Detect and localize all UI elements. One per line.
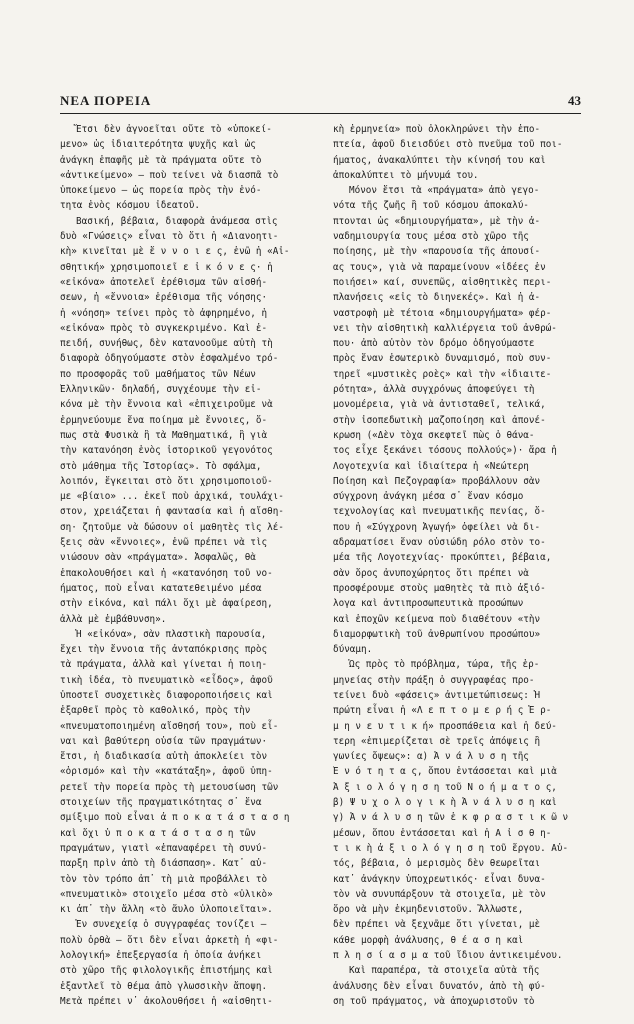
text-line: Μετὰ πρέπει ν᾽ ἀκολουθήσει ἡ «αἰσθητι- xyxy=(60,995,273,1007)
text-line: πο προσφορᾶς τοῦ μαθήματος τῶν Νέων xyxy=(60,368,256,380)
text-line: ἔτσι, ἡ διαδικασία αὐτὴ ἀποκλείει τὸν xyxy=(60,751,268,763)
text-line: ξεις σὰν «ἔννοιες», ἐνῶ πρέπει νὰ τὶς xyxy=(60,537,268,549)
text-line: νιώσουν σὰν «πράγματα». Ἀσφαλῶς, θὰ xyxy=(60,552,256,564)
text-line: σμίξιμο ποὺ εἶναι ἀ π ο κ α τ ά σ τ α σ η xyxy=(60,812,290,824)
text-line: ὅρο νὰ μὴν ἐκμηδενιστοῦν. Ἄλλωστε, xyxy=(333,904,524,916)
text-line: κι ἀπ᾽ τὴν ἄλλη «τὸ ἄυλο ὑλοποιεῖται». xyxy=(60,904,273,916)
text-line: Βασική, βέβαια, διαφορὰ ἀνάμεσα στὶς xyxy=(76,215,278,227)
text-line: καὶ ἐποχῶν κείμενα ποὺ διαθέτουν «τὴν xyxy=(333,613,541,625)
text-line: γωνίες ὄψεως»: α) Ἀ ν ά λ υ σ η τῆς xyxy=(333,751,529,763)
text-line: ρετεῖ τὴν πορεία πρὸς τὴ μετουσίωση τῶν xyxy=(60,781,279,793)
text-line: πλανήσεις «εἰς τὸ διηνεκές». Καὶ ἡ ἀ- xyxy=(333,292,541,304)
text-line: Ἡ «εἰκόνα», σὰν πλαστικὴ παρουσία, xyxy=(76,628,267,640)
text-line: μενο» ὡς ἰδιαιτερότητα ψυχῆς καὶ ὡς xyxy=(60,139,256,151)
text-line: ἀνάγκη ἐπαφῆς μὲ τὰ πράγματα οὔτε τὸ xyxy=(60,154,262,166)
text-line: ποίησης, μὲ τὴν «παρουσία τῆς ἀπουσί- xyxy=(333,246,541,258)
text-line: τὰ πράγματα, ἀλλὰ καὶ γίνεται ἡ ποιη- xyxy=(60,659,268,671)
text-line: ὑποκείμενο — ὡς πορεία πρὸς τὴν ἑνό- xyxy=(60,185,262,197)
text-line: ναι καὶ βαθύτερη οὐσία τῶν πραγμάτων· xyxy=(60,735,268,747)
text-line: Ἀ ξ ι ο λ ό γ η σ η τοῦ Ν ο ή μ α τ ο ς, xyxy=(333,781,557,793)
text-line: λογα καὶ ἀντιπροσωπευτικὰ προσώπων xyxy=(333,598,524,610)
text-line: Μόνον ἔτσι τὰ «πράγματα» ἀπὸ γεγο- xyxy=(349,185,540,197)
text-line: Καὶ παραπέρα, τὰ στοιχεῖα αὐτὰ τῆς xyxy=(349,965,540,977)
text-line: λολογική» ἐπεξεργασία ἡ ὁποία ἀνήκει xyxy=(60,950,262,962)
text-line: δύναμη. xyxy=(333,644,373,656)
text-line: στὴν εἰκόνα, καὶ πάλι ὅχι μὲ ἀφαίρεση, xyxy=(60,598,273,610)
text-line: σεων, ἡ «ἔννοια» ἐρέθισμα τῆς νόησης· xyxy=(60,292,268,304)
text-line: ναδημιουργία τους μέσα στὸ χῶρο τῆς xyxy=(333,231,529,243)
text-line: παρξη πρὶν ἀπὸ τὴ διάσπαση». Κατ᾽ αὐ- xyxy=(60,858,268,870)
header-rule xyxy=(60,113,581,114)
text-line: τείνει δυὸ «φάσεις» ἀντιμετώπισεως: Ἡ xyxy=(333,689,541,701)
text-line: στον, χρειάζεται ἡ φαντασία καὶ ἡ αἴσθη- xyxy=(60,506,284,518)
text-line: ρότητα», ἀλλὰ συγχρόνως ἀποφεύγει τὴ xyxy=(333,384,535,396)
text-line: τικὴ ἰδέα, τὸ πνευματικὸ «εἶδος», ἀφοῦ xyxy=(60,674,273,686)
text-line: πως στὰ Φυσικὰ ἢ τὰ Μαθηματικά, ἢ γιὰ xyxy=(60,429,268,441)
text-line: ήματος, ποὺ εἶναι κατατεθειμένο μέσα xyxy=(60,582,262,594)
text-line: «ὁρισμό» καὶ τὴν «κατάταξη», ἀφοῦ ὑπη- xyxy=(60,766,273,778)
text-line: πτεία, ἀφοῦ διεισδύει στὸ πνεῦμα τοῦ ποι- xyxy=(333,139,563,151)
text-line: β) Ψ υ χ ο λ ο γ ι κ ὴ Ἀ ν ά λ υ σ η καὶ xyxy=(333,797,557,809)
text-line: ας τους», γιὰ νὰ παραμείνουν «ἰδέες ἐν xyxy=(333,261,546,273)
text-line: «εἰκόνα» πρὸς τὸ συγκεκριμένο. Καὶ ἐ- xyxy=(60,322,268,334)
journal-title: ΝΕΑ ΠΟΡΕΙΑ xyxy=(60,93,152,108)
text-line: ὑποστεῖ συσχετικὲς διαφοροποιήσεις καὶ xyxy=(60,689,273,701)
text-line: τὴν κατανόηση ἑνὸς ἱστορικοῦ γεγονότος xyxy=(60,445,273,457)
text-line: «ἀντικείμενο» — ποὺ τείνει νὰ διασπᾶ τὸ xyxy=(60,169,279,181)
text-line: στὸ μάθημα τῆς Ἱστορίας». Τὸ σφάλμα, xyxy=(60,460,262,472)
text-line: μέσων, ὅπου ἐντάσσεται καὶ ἡ Α ἰ σ θ η- xyxy=(333,827,552,839)
text-line: ἐξαντλεῖ τὸ θέμα ἀπὸ γλωσσικὴν ἄποψη. xyxy=(60,980,268,992)
text-line: ἀνάλυσης δὲν εἶναι δυνατόν, ἀπὸ τὴ φύ- xyxy=(333,980,546,992)
text-line: κρωση («Δὲν τὸχα σκεφτεῖ πὼς ὁ θάνα- xyxy=(333,429,535,441)
text-line: μέα τῆς Λογοτεχνίας· προκύπτει, βέβαια, xyxy=(333,552,552,564)
text-line: πραγμάτων, γιατὶ «ἐπαναφέρει τὴ συνύ- xyxy=(60,842,268,854)
text-line: ση· ζητοῦμε νὰ δώσουν οἱ μαθητὲς τὶς λέ- xyxy=(60,521,284,533)
text-line: κάθε μορφὴ ἀνάλυσης, θ έ α σ η καὶ xyxy=(333,934,524,946)
text-line: σθητική» χρησιμοποιεῖ ε ἰ κ ό ν ε ς· ἡ xyxy=(60,261,273,273)
text-line: σύγχρονη ἀνάγκη μέσα σ᾽ ἕναν κόσμο xyxy=(333,491,524,503)
text-line: πτονται ὡς «δημιουργήματα», μὲ τὴν ἀ- xyxy=(333,215,541,227)
text-line: καὶ ὄχι ὑ π ο κ α τ ά σ τ α σ η τῶν xyxy=(60,827,256,839)
text-line: στὴν ἰσοπεδωτικὴ μαζοποίηση καὶ ἀπονέ- xyxy=(333,414,546,426)
text-line: τός, βέβαια, ὁ μερισμὸς δὲν θεωρεῖται xyxy=(333,858,541,870)
text-line: ἀποκαλύπτει τὸ μήνυμά του. xyxy=(333,169,479,181)
text-line: λοιπόν, ἔγκειται στὸ ὅτι χρησιμοποιοῦ- xyxy=(60,475,273,487)
text-line: μονομέρεια, γιὰ νὰ ἀντισταθεῖ, τελικά, xyxy=(333,399,546,411)
text-line: κὴ ἑρμηνεία» ποὺ ὁλοκληρώνει τὴν ἐπο- xyxy=(333,124,541,135)
text-line: που· ἀπὸ αὐτὸν τὸν δρόμο ὁδηγούμαστε xyxy=(333,338,535,350)
left-column xyxy=(60,122,306,1009)
text-line: ἐξαρθεῖ πρὸς τὸ καθολικό, πρὸς τὴν xyxy=(60,705,251,717)
text-line: κόνα μὲ τὴν ἔννοια καὶ «ἐπιχειροῦμε νὰ xyxy=(60,399,273,411)
text-line: ἑρμηνεύουμε ἕνα ποίημα μὲ ἔννοιες, ὅ- xyxy=(60,414,268,426)
text-line: πρὸς ἕναν ἐσωτερικὸ δυναμισμό, ποὺ συν- xyxy=(333,353,552,365)
text-line: στὸ χῶρο τῆς φιλολογικῆς ἐπιστήμης καὶ xyxy=(60,965,273,977)
text-line: πολὺ ὀρθὰ — ὅτι δὲν εἶναι ἀρκετὴ ἡ «φι- xyxy=(60,934,279,946)
text-line: «πνευματοποιημένη αἴσθησή του», ποὺ εἶ- xyxy=(60,720,279,732)
text-line: τητα ἑνὸς κόσμου ἰδεατοῦ. xyxy=(60,200,200,212)
text-line: ήματος, ἀνακαλύπτει τὴν κίνησή του καὶ xyxy=(333,154,546,166)
text-line: δὲν πρέπει νὰ ξεχνᾶμε ὅτι γίνεται, μὲ xyxy=(333,919,541,931)
right-column xyxy=(333,122,579,1009)
text-line: Ἑ ν ό τ η τ α ς, ὅπου ἐντάσσεται καὶ μιὰ xyxy=(333,766,557,778)
text-line: γ) Ἀ ν ά λ υ σ η τῶν ἐ κ φ ρ α σ τ ι κ ῶ ν xyxy=(333,812,569,824)
text-line: τὸν τὸν τρόπο ἀπ᾽ τὴ μιὰ προβάλλει τὸ xyxy=(60,873,268,885)
text-line: «εἰκόνα» ἀποτελεῖ ἐρέθισμα τῶν αἰσθή- xyxy=(60,276,268,288)
text-line: τερη «ἐπιμερίζεται σὲ τρεῖς ἀπόψεις ἢ xyxy=(333,735,541,747)
page-header xyxy=(60,93,581,113)
text-line: τὸν νὰ συνυπάρξουν τὰ στοιχεῖα, μὲ τὸν xyxy=(333,888,546,900)
text-line: ναστροφὴ μὲ τέτοια «δημιουργήματα» φέρ- xyxy=(333,307,552,319)
text-line: μ η ν ε υ τ ι κ ή» προσπάθεια καὶ ἡ δεύ- xyxy=(333,720,557,732)
text-line: ποιήσει» καί, συνεπῶς, αἰσθητικὲς περι- xyxy=(333,276,552,288)
text-line: ἀλλὰ μὲ ἐμβάθυνση». xyxy=(60,613,167,625)
text-line: ἔχει τὴν ἔννοια τῆς ἀνταπόκρισης πρὸς xyxy=(60,644,268,656)
text-line: σὰν ὅρος ἀνυποχώρητος ὅτι πρέπει νὰ xyxy=(333,567,529,579)
text-line: νότα τῆς ζωῆς ἢ τοῦ κόσμου ἀποκαλύ- xyxy=(333,200,529,212)
text-line: Ποίηση καὶ Πεζογραφία» προβάλλουν σὰν xyxy=(333,475,541,487)
text-line: Ἔτσι δὲν ἀγνοεῖται οὔτε τὸ «ὑποκεί- xyxy=(76,124,272,135)
text-line: προσφέρουμε στοὺς μαθητὲς τὰ πιὸ ἀξιό- xyxy=(333,582,546,594)
text-line: π λ η σ ί α σ μ α τοῦ ἴδιου ἀντικειμένου. xyxy=(333,950,563,962)
text-line: αδραματίσει ἕναν οὐσιώδη ρόλο στὸν το- xyxy=(333,537,546,549)
text-line: τος εἶχε ξεκάνει τόσους πολλούς»)· ἄρα ἡ xyxy=(333,445,557,457)
text-line: διαμορφωτικὴ τοῦ ἀνθρωπίνου προσώπου» xyxy=(333,628,541,640)
text-line: τ ι κ ὴ ἀ ξ ι ο λ ό γ η σ η τοῦ ἔργου. Αὐ- xyxy=(333,842,569,854)
text-line: κὴ» κινεῖται μὲ ἔ ν ν ο ι ε ς, ἐνῶ ἡ «Αἰ- xyxy=(60,246,290,258)
text-line: πειδή, συνήθως, δὲν κατανοοῦμε αὐτὴ τὴ xyxy=(60,338,273,350)
text-line: στοιχείων τῆς πραγματικότητας σ᾽ ἕνα xyxy=(60,797,262,809)
text-line: νει τὴν αἰσθητικὴ καλλιέργεια τοῦ ἀνθρώ- xyxy=(333,322,557,334)
text-line: τεχνολογίας καὶ πνευματικῆς πενίας, ὅ- xyxy=(333,506,546,518)
text-line: δυὸ «Γνώσεις» εἶναι τὸ ὅτι ἡ «Διανοητι- xyxy=(60,231,279,243)
text-line: ἡ «νόηση» τείνει πρὸς τὸ ἀφηρημένο, ἡ xyxy=(60,307,268,319)
text-line: Ὡς πρὸς τὸ πρόβλημα, τώρα, τῆς ἑρ- xyxy=(349,659,540,671)
text-line: που ἡ «Σύγχρονη Ἀγωγή» ὀφείλει νὰ δι- xyxy=(333,521,541,533)
text-line: Ἐν συνεχείᾳ ὁ συγγραφέας τονίζει — xyxy=(76,919,267,931)
text-line: πρώτη εἶναι ἡ «Λ ε π τ ο μ ε ρ ή ς Ἑ ρ- xyxy=(333,705,552,717)
text-line: «πνευματικὸ» στοιχεῖο μέσα στὸ «ὑλικὸ» xyxy=(60,888,273,900)
page-number: 43 xyxy=(568,93,581,108)
text-line: κατ᾽ ἀνάγκην ὑποχρεωτικός· εἶναι δυνα- xyxy=(333,873,546,885)
text-line: διαφορὰ ὁδηγούμαστε στὸν ἐσφαλμένο τρό- xyxy=(60,353,279,365)
text-line: Λογοτεχνία καὶ ἰδιαίτερα ἡ «Νεώτερη xyxy=(333,460,529,472)
text-line: με «βίαιο» ... ἐκεῖ ποὺ ἀρχικά, τουλάχι- xyxy=(60,491,284,503)
text-line: τηρεῖ «μυστικὲς ροὲς» καὶ τὴν «ἰδιαιτε- xyxy=(333,368,552,380)
text-line: ἐπακολουθήσει καὶ ἡ «κατανόηση τοῦ νο- xyxy=(60,567,273,579)
text-line: ση τοῦ πράγματος, νὰ ἀποχωριστοῦν τὸ xyxy=(333,995,535,1007)
text-line: μηνείας στὴν πράξη ὁ συγγραφέας προ- xyxy=(333,674,535,686)
text-line: Ἑλληνικῶν· δηλαδή, συγχέουμε τὴν εἰ- xyxy=(60,384,262,396)
